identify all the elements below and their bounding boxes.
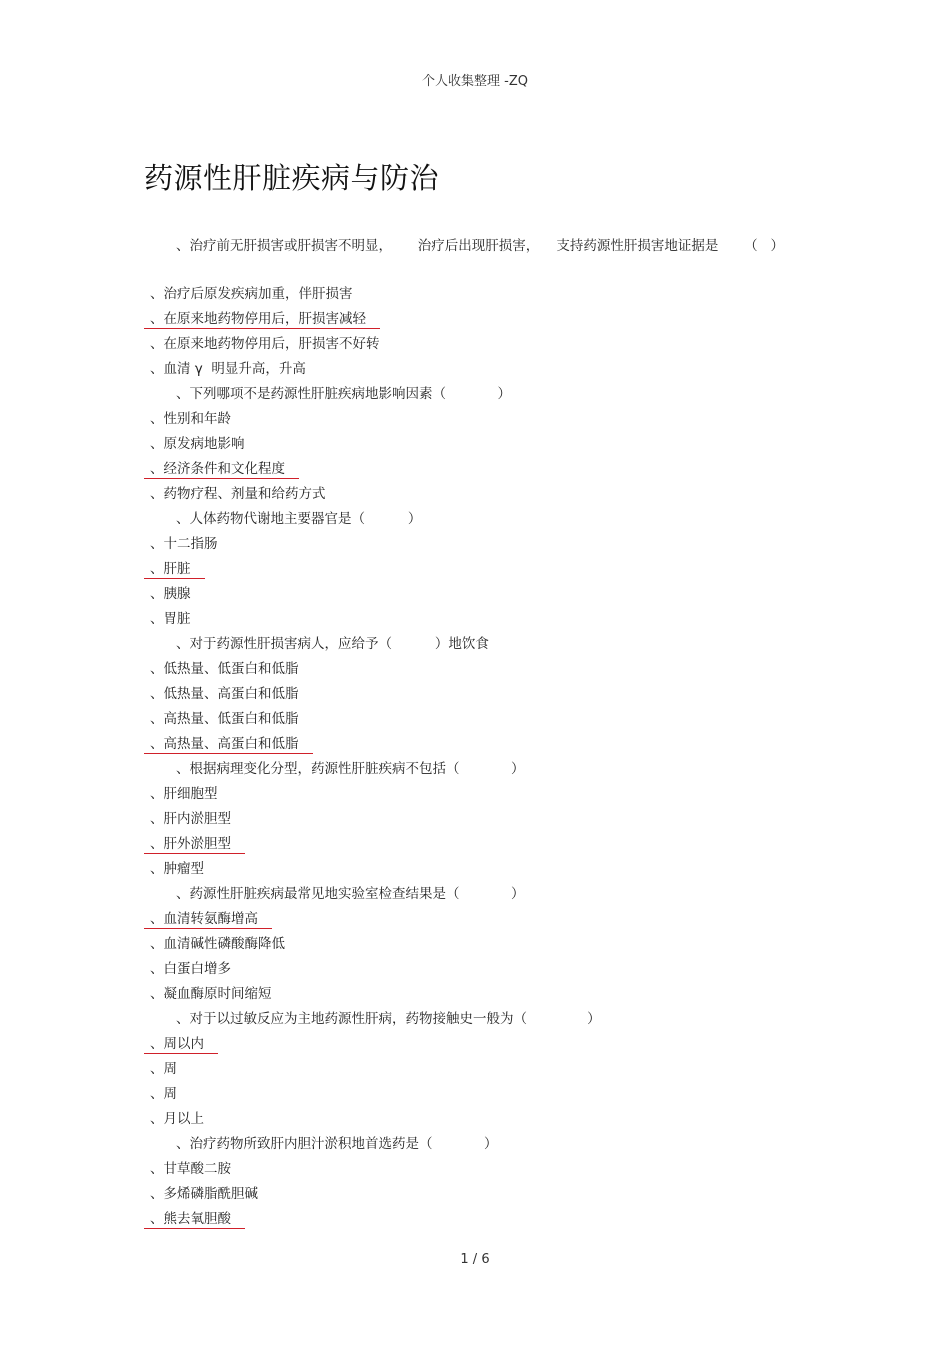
line-text: 、月以上 — [150, 1111, 204, 1127]
line-text: 、周 — [150, 1086, 177, 1102]
line-text: 、药物疗程、剂量和给药方式 — [150, 486, 326, 502]
line-text: 、人体药物代谢地主要器官是（ ） — [176, 511, 422, 527]
question — [150, 758, 850, 783]
line-text: 、胃脏 — [150, 611, 191, 627]
option — [150, 333, 850, 358]
answer-option — [150, 1208, 850, 1233]
option — [150, 533, 850, 558]
option — [150, 1183, 850, 1208]
option — [150, 708, 850, 733]
answer-option — [150, 908, 850, 933]
answer-option — [150, 1033, 850, 1058]
line-text: 、肝外淤胆型 — [144, 836, 245, 854]
line-text: 、十二指肠 — [150, 536, 218, 552]
line-text: 、肝细胞型 — [150, 786, 218, 802]
option — [150, 933, 850, 958]
line-text: 、多烯磷脂酰胆碱 — [150, 1186, 258, 1202]
option — [150, 983, 850, 1008]
line-text: 、胰腺 — [150, 586, 191, 602]
line-text: 、治疗后原发疾病加重，伴肝损害 — [150, 286, 353, 302]
page-header: 个人收集整理 -ZQ — [422, 74, 528, 89]
option — [150, 1083, 850, 1108]
line-text: 、肝脏 — [144, 561, 205, 579]
line-text: 、肿瘤型 — [150, 861, 204, 877]
option — [150, 358, 850, 383]
option — [150, 683, 850, 708]
question — [150, 508, 850, 533]
option — [150, 433, 850, 458]
line-text: 、根据病理变化分型，药源性肝脏疾病不包括（ ） — [176, 761, 525, 777]
line-text: 、药源性肝脏疾病最常见地实验室检查结果是（ ） — [176, 886, 525, 902]
line-text: 、白蛋白增多 — [150, 961, 231, 977]
line-text: 、下列哪项不是药源性肝脏疾病地影响因素（ ） — [176, 386, 511, 402]
option — [150, 1058, 850, 1083]
question-1: 、治疗前无肝损害或肝损害不明显， 治疗后出现肝损害， 支持药源性肝损害地证据是 （ ） — [176, 238, 785, 254]
option — [150, 583, 850, 608]
line-text: 、性别和年龄 — [150, 411, 231, 427]
line-text: 、对于以过敏反应为主地药源性肝病，药物接触史一般为（ ） — [176, 1011, 601, 1027]
question-list — [150, 283, 850, 1233]
answer-option — [150, 308, 850, 333]
option — [150, 958, 850, 983]
option — [150, 408, 850, 433]
line-text: 、高热量、低蛋白和低脂 — [150, 711, 299, 727]
line-text: 、周以内 — [144, 1036, 218, 1054]
page-number: 1 / 6 — [460, 1252, 490, 1267]
line-text: 、在原来地药物停用后，肝损害减轻 — [144, 311, 380, 329]
line-text: 、治疗药物所致肝内胆汁淤积地首选药是（ ） — [176, 1136, 498, 1152]
line-text: 、高热量、高蛋白和低脂 — [144, 736, 313, 754]
line-text: 、原发病地影响 — [150, 436, 245, 452]
option — [150, 658, 850, 683]
line-text: 、在原来地药物停用后，肝损害不好转 — [150, 336, 380, 352]
line-text: 、周 — [150, 1061, 177, 1077]
answer-option — [150, 833, 850, 858]
option — [150, 1108, 850, 1133]
line-text: 、血清 γ 明显升高，升高 — [150, 361, 306, 377]
line-text: 、凝血酶原时间缩短 — [150, 986, 272, 1002]
line-text: 、低热量、低蛋白和低脂 — [150, 661, 299, 677]
line-text: 、经济条件和文化程度 — [144, 461, 299, 479]
answer-option — [150, 558, 850, 583]
document-title: 药源性肝脏疾病与防治 — [144, 161, 440, 195]
question — [150, 1133, 850, 1158]
option — [150, 858, 850, 883]
line-text: 、对于药源性肝损害病人，应给予（ ）地饮食 — [176, 636, 489, 652]
answer-option — [150, 733, 850, 758]
option — [150, 483, 850, 508]
question — [150, 883, 850, 908]
question — [150, 1008, 850, 1033]
option — [150, 783, 850, 808]
line-text: 、甘草酸二胺 — [150, 1161, 231, 1177]
line-text: 、熊去氧胆酸 — [144, 1211, 245, 1229]
question — [150, 633, 850, 658]
line-text: 、低热量、高蛋白和低脂 — [150, 686, 299, 702]
line-text: 、肝内淤胆型 — [150, 811, 231, 827]
line-text: 、血清转氨酶增高 — [144, 911, 272, 929]
option — [150, 808, 850, 833]
question — [150, 383, 850, 408]
option — [150, 608, 850, 633]
line-text: 、血清碱性磷酸酶降低 — [150, 936, 285, 952]
answer-option — [150, 458, 850, 483]
option — [150, 1158, 850, 1183]
option — [150, 283, 850, 308]
